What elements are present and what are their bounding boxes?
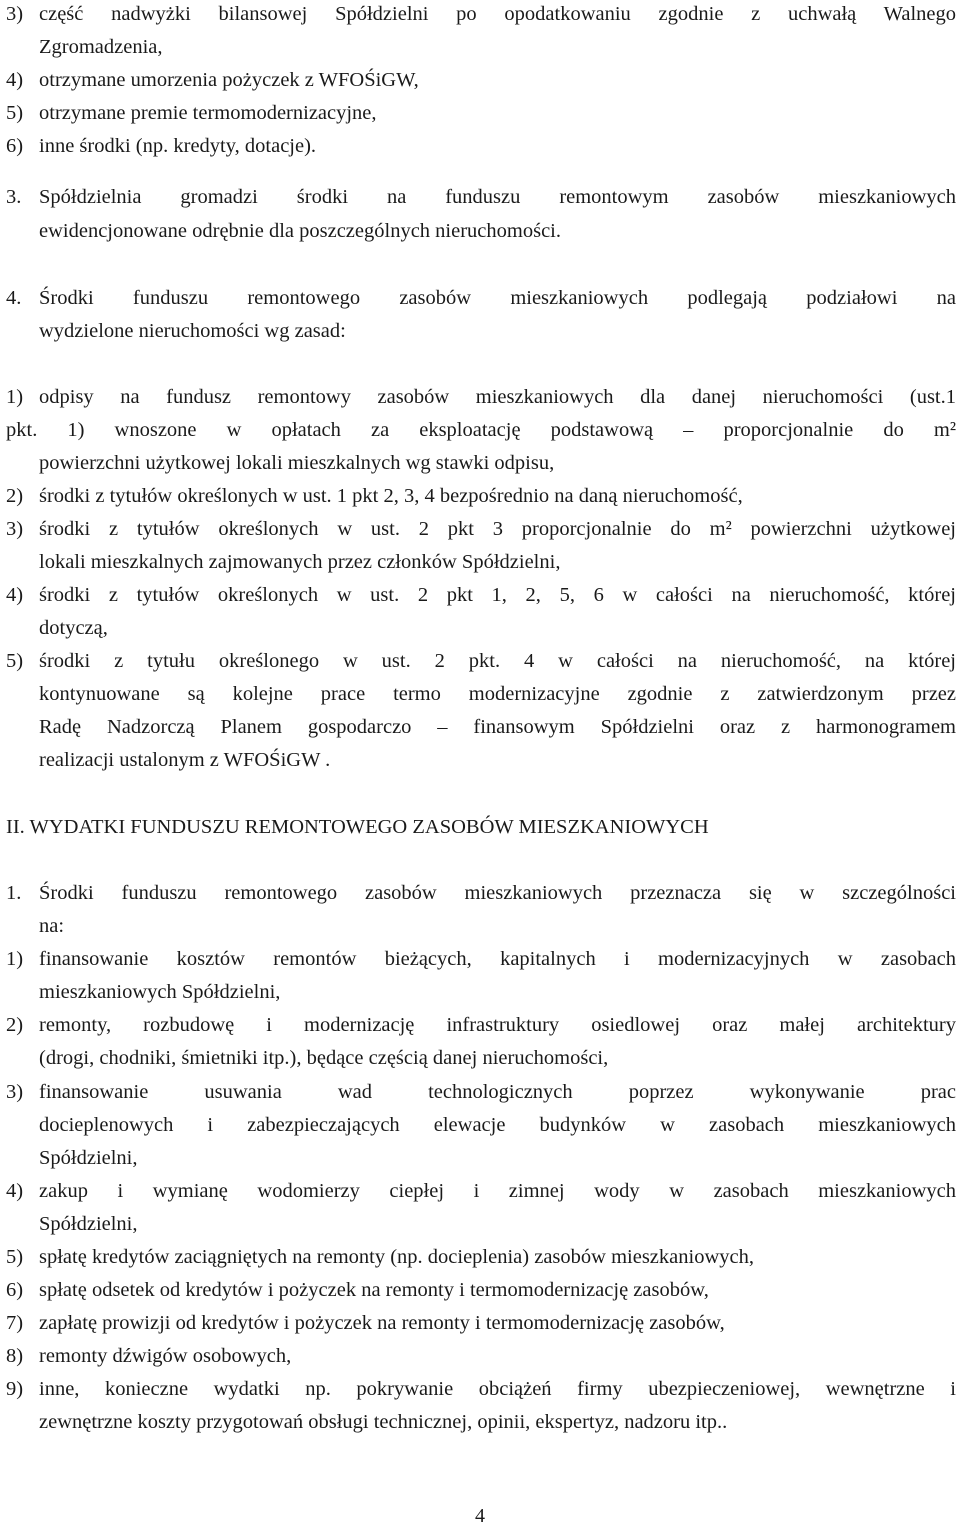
- item-number: 3): [6, 518, 24, 540]
- item-text: remonty, rozbudowę i modernizację infrastruktury osiedlowej oraz małej architektury: [39, 1014, 956, 1036]
- item-text: środki z tytułów określonych w ust. 2 pkt 1, 2, 5, 6 w całości na nieruchomość, której: [39, 584, 956, 606]
- paragraph-text: Środki funduszu remontowego zasobów mieszkaniowych podlegają podziałowi na: [39, 287, 956, 309]
- item-text: spłatę kredytów zaciągniętych na remonty (np. docieplenia) zasobów mieszkaniowych,: [39, 1246, 754, 1268]
- item-number: 1): [6, 948, 24, 970]
- item-text: inne środki (np. kredyty, dotacje).: [39, 135, 317, 157]
- paragraph-number: 4.: [6, 287, 22, 309]
- item-text: finansowanie kosztów remontów bieżących, kapitalnych i modernizacyjnych w zasobach: [39, 948, 956, 970]
- item-text: otrzymane umorzenia pożyczek z WFOŚiGW,: [39, 69, 419, 91]
- item-text: zakup i wymianę wodomierzy ciepłej i zimnej wody w zasobach mieszkaniowych: [39, 1180, 956, 1202]
- paragraph-text: Środki funduszu remontowego zasobów mieszkaniowych przeznacza się w szczególności: [39, 882, 956, 904]
- paragraph-text: wydzielone nieruchomości wg zasad:: [39, 320, 346, 342]
- section-heading: II. WYDATKI FUNDUSZU REMONTOWEGO ZASOBÓW MIESZKANIOWYCH: [6, 816, 709, 838]
- item-number: 5): [6, 102, 24, 124]
- item-number: 2): [6, 485, 24, 507]
- item-text: otrzymane premie termomodernizacyjne,: [39, 102, 377, 124]
- item-text: odpisy na fundusz remontowy zasobów mieszkaniowych dla danej nieruchomości (ust.1: [39, 386, 956, 408]
- item-text: spłatę odsetek od kredytów i pożyczek na remonty i termomodernizację zasobów,: [39, 1279, 709, 1301]
- item-number: 2): [6, 1014, 24, 1036]
- item-number: 9): [6, 1378, 24, 1400]
- item-text: (drogi, chodniki, śmietniki itp.), będące częścią danej nieruchomości,: [39, 1047, 609, 1069]
- item-number: 3): [6, 1081, 24, 1103]
- item-text: środki z tytułu określonego w ust. 2 pkt. 4 w całości na nieruchomość, na której: [39, 650, 956, 672]
- item-text: Spółdzielni,: [39, 1213, 138, 1235]
- item-number: 8): [6, 1345, 24, 1367]
- item-number: 4): [6, 69, 24, 91]
- item-number: 6): [6, 135, 24, 157]
- paragraph-number: 3.: [6, 186, 22, 208]
- item-number: 1): [6, 386, 24, 408]
- item-number: 4): [6, 584, 24, 606]
- item-text: pkt. 1) wnoszone w opłatach za eksploatację podstawową – proporcjonalnie do m²: [6, 419, 956, 441]
- paragraph-text: Spółdzielnia gromadzi środki na funduszu remontowym zasobów mieszkaniowych: [39, 186, 956, 208]
- item-text: środki z tytułów określonych w ust. 2 pkt 3 proporcjonalnie do m² powierzchni użytkowej: [39, 518, 956, 540]
- item-number: 5): [6, 650, 24, 672]
- paragraph-number: 1.: [6, 882, 22, 904]
- item-text: Zgromadzenia,: [39, 36, 163, 58]
- item-text: lokali mieszkalnych zajmowanych przez członków Spółdzielni,: [39, 551, 561, 573]
- page-number: 4: [475, 1505, 485, 1527]
- item-text: Radę Nadzorczą Planem gospodarczo – finansowym Spółdzielni oraz z harmonogramem: [39, 716, 956, 738]
- item-number: 5): [6, 1246, 24, 1268]
- item-number: 7): [6, 1312, 24, 1334]
- item-text: środki z tytułów określonych w ust. 1 pkt 2, 3, 4 bezpośrednio na daną nieruchomość,: [39, 485, 743, 507]
- item-text: mieszkaniowych Spółdzielni,: [39, 981, 281, 1003]
- item-number: 4): [6, 1180, 24, 1202]
- paragraph-text: ewidencjonowane odrębnie dla poszczególnych nieruchomości.: [39, 220, 561, 242]
- item-text: realizacji ustalonym z WFOŚiGW .: [39, 749, 331, 771]
- paragraph-text: na:: [39, 915, 65, 937]
- item-text: część nadwyżki bilansowej Spółdzielni po opodatkowaniu zgodnie z uchwałą Walnego: [39, 3, 956, 25]
- item-number: 6): [6, 1279, 24, 1301]
- item-text: powierzchni użytkowej lokali mieszkalnych wg stawki odpisu,: [39, 452, 555, 474]
- item-number: 3): [6, 3, 24, 25]
- item-text: dotyczą,: [39, 617, 108, 639]
- item-text: zewnętrzne koszty przygotowań obsługi technicznej, opinii, ekspertyz, nadzoru itp..: [39, 1411, 728, 1433]
- item-text: kontynuowane są kolejne prace termo modernizacyjne zgodnie z zatwierdzonym przez: [39, 683, 956, 705]
- item-text: zapłatę prowizji od kredytów i pożyczek na remonty i termomodernizację zasobów,: [39, 1312, 725, 1334]
- item-text: docieplenowych i zabezpieczających elewacje budynków w zasobach mieszkaniowych: [39, 1114, 956, 1136]
- item-text: finansowanie usuwania wad technologicznych poprzez wykonywanie prac: [39, 1081, 956, 1103]
- item-text: remonty dźwigów osobowych,: [39, 1345, 292, 1367]
- item-text: Spółdzielni,: [39, 1147, 138, 1169]
- item-text: inne, konieczne wydatki np. pokrywanie obciążeń firmy ubezpieczeniowej, wewnętrzne i: [39, 1378, 956, 1400]
